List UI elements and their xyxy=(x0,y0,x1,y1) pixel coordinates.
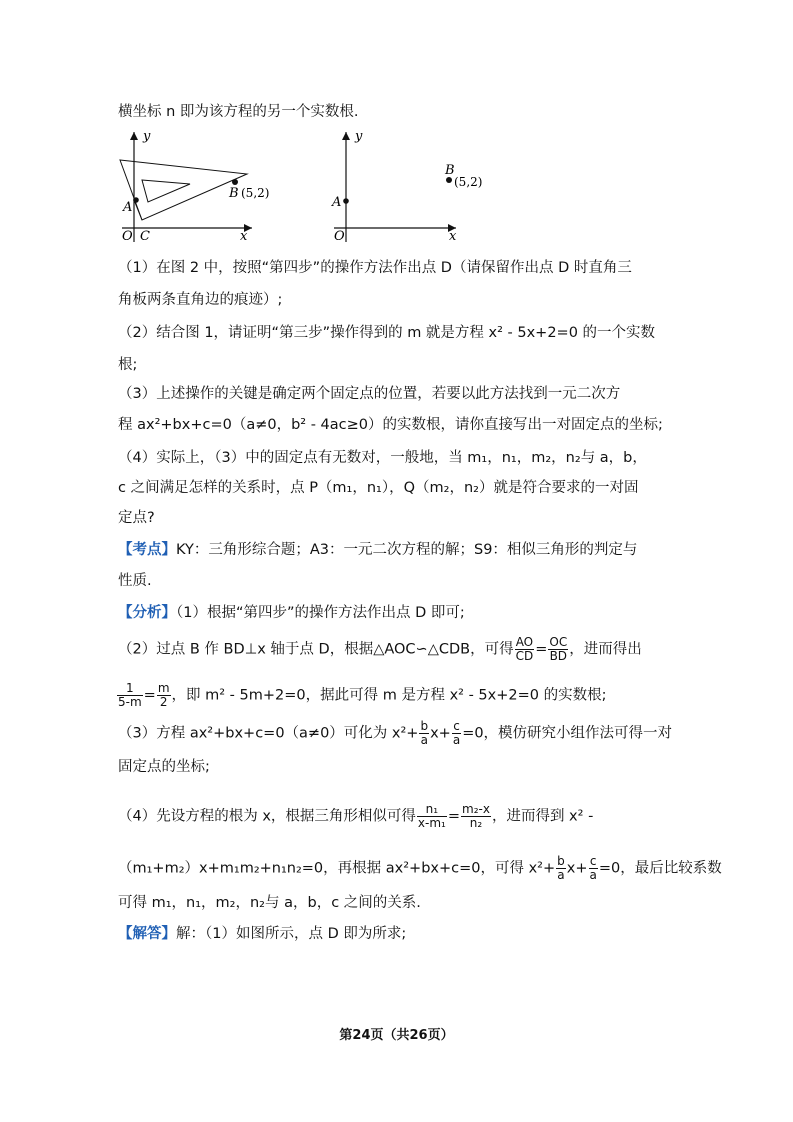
fig1-b-label: B xyxy=(229,186,239,201)
fraction-c-a: $\frac{c}{a}$ xyxy=(452,719,461,747)
intro-text: 横坐标 n 即为该方程的另一个实数根. xyxy=(118,104,359,120)
fig2-a-label: A xyxy=(332,195,342,210)
point-a-fig2 xyxy=(343,198,349,204)
analysis-2-post2: ，即 m² - 5m+2=0，据此可得 m 是方程 x² - 5x+2=0 的实数根; xyxy=(171,687,607,704)
analysis-3-pre: （3）方程 ax²+bx+c=0（a≠0）可化为 x²+ xyxy=(118,725,419,742)
analysis-2-post: ，进而得出 xyxy=(569,641,642,658)
question-3-line-2: 程 ax²+bx+c=0（a≠0，b² - 4ac≥0）的实数根，请你直接写出一对固定点的坐标; xyxy=(118,417,663,433)
fraction-b-a-2: $\frac{b}{a}$ xyxy=(557,854,565,882)
kaodian-tag: 【考点】 xyxy=(118,542,176,558)
question-1-line-1: （1）在图 2 中，按照“第四步”的操作方法作出点 D（请保留作出点 D 时直角三 xyxy=(118,260,632,276)
point-a-fig1 xyxy=(133,197,139,203)
fig1-c-label: C xyxy=(140,229,150,244)
fenxi-tag: 【分析】 xyxy=(118,605,176,621)
fig2-y-label: y xyxy=(355,129,363,144)
analysis-4-line-3: 可得 m₁，n₁，m₂，n₂与 a，b，c 之间的关系. xyxy=(118,895,421,911)
fraction-n1-xm1: $\frac{\text{n₁}}{\text{x-m₁}}$ xyxy=(417,802,446,830)
fraction-ao-cd: $\frac{AO}{CD}$ xyxy=(515,635,534,663)
kaodian-line-2: 性质. xyxy=(118,573,152,589)
question-2-line-1: （2）结合图 1，请证明“第三步”操作得到的 m 就是方程 x² - 5x+2=0 的一个实数 xyxy=(118,325,656,341)
fraction-b-a: $\frac{b}{a}$ xyxy=(420,719,429,747)
analysis-4-pre: （4）先设方程的根为 x，根据三角形相似可得 xyxy=(118,808,416,825)
fig1-b-coord: (5,2) xyxy=(241,186,270,200)
question-1-line-2: 角板两条直角边的痕迹）; xyxy=(118,292,283,308)
jieda-tag: 【解答】 xyxy=(118,926,176,942)
fig1-a-label: A xyxy=(123,200,133,215)
jieda-line xyxy=(118,924,406,944)
analysis-4-post: ，进而得到 x² - xyxy=(491,808,594,825)
jieda-text: 解：（1）如图所示，点 D 即为所求; xyxy=(176,926,407,942)
fig1-y-label: y xyxy=(143,129,151,144)
analysis-3-line-2: 固定点的坐标; xyxy=(118,759,210,775)
analysis-4-line-2: （m₁+m₂）x+m₁m₂+n₁n₂=0，再根据 ax²+bx+c=0，可得 x²+ $\frac{b}{a}$ x+ $\frac{c}{a}$ =0，最后比较系数 xyxy=(118,854,722,882)
analysis-2-line-2: $\frac{1}{5-m}$ = $\frac{m}{2}$ ，即 m² - 5m+2=0，据此可得 m 是方程 x² - 5x+2=0 的实数根; xyxy=(118,681,607,709)
fig1-o-label: O xyxy=(122,229,133,244)
question-4-line-1: （4）实际上，（3）中的固定点有无数对，一般地，当 m₁，n₁，m₂，n₂与 a，b， xyxy=(118,450,647,466)
analysis-2-pre: （2）过点 B 作 BD⊥x 轴于点 D，根据△AOC∽△CDB，可得 xyxy=(118,641,514,658)
fenxi-text: （1）根据“第四步”的操作方法作出点 D 即可; xyxy=(176,605,465,621)
analysis-4-line2-pre: （m₁+m₂）x+m₁m₂+n₁n₂=0，再根据 ax²+bx+c=0，可得 x²+ xyxy=(118,860,556,877)
figure-2 xyxy=(328,124,498,244)
page-footer: 第24页（共26页） xyxy=(339,1028,454,1043)
fig2-b-label: B xyxy=(445,163,455,178)
analysis-4-line2-post: =0，最后比较系数 xyxy=(598,860,722,877)
analysis-3-line-1: （3）方程 ax²+bx+c=0（a≠0）可化为 x²+ $\frac{b}{a}$ x+ $\frac{c}{a}$ =0，模仿研究小组作法可得一对 xyxy=(118,719,673,747)
analysis-3-post: =0，模仿研究小组作法可得一对 xyxy=(462,725,673,742)
figure-1 xyxy=(112,124,282,244)
analysis-4-line-1: （4）先设方程的根为 x，根据三角形相似可得 $\frac{\text{n₁}}{\text{x-m₁}}$ = $\frac{\text{m₂-x}}{\text{n₂}}$ ，进而得到 x² - xyxy=(118,802,594,830)
fig2-x-label: x xyxy=(449,229,457,244)
question-4-line-3: 定点? xyxy=(118,510,155,526)
analysis-2-line-1: （2）过点 B 作 BD⊥x 轴于点 D，根据△AOC∽△CDB，可得 $\frac{AO}{CD}$ = $\frac{OC}{BD}$ ，进而得出 xyxy=(118,635,642,663)
fenxi-line xyxy=(118,603,465,623)
fraction-c-a-2: $\frac{c}{a}$ xyxy=(589,854,597,882)
kaodian-line-1 xyxy=(118,540,637,560)
fraction-m2x-n2: $\frac{\text{m₂-x}}{\text{n₂}}$ xyxy=(462,802,490,830)
kaodian-text: KY：三角形综合题；A3：一元二次方程的解；S9：相似三角形的判定与 xyxy=(176,542,638,558)
fig2-b-coord: (5,2) xyxy=(454,175,483,189)
fraction-oc-bd: $\frac{OC}{BD}$ xyxy=(549,635,568,663)
question-4-line-2: c 之间满足怎样的关系时，点 P（m₁，n₁），Q（m₂，n₂）就是符合要求的一对固 xyxy=(118,480,639,496)
point-b-fig1 xyxy=(232,179,238,185)
question-2-line-2: 根; xyxy=(118,357,138,373)
fig1-x-label: x xyxy=(240,229,248,244)
fraction-m-2: $\frac{m}{2}$ xyxy=(157,681,170,709)
fraction-1-5m: $\frac{1}{5-m}$ xyxy=(118,681,142,709)
fig2-o-label: O xyxy=(334,229,345,244)
question-3-line-1: （3）上述操作的关键是确定两个固定点的位置，若要以此方法找到一元二次方 xyxy=(118,386,621,402)
